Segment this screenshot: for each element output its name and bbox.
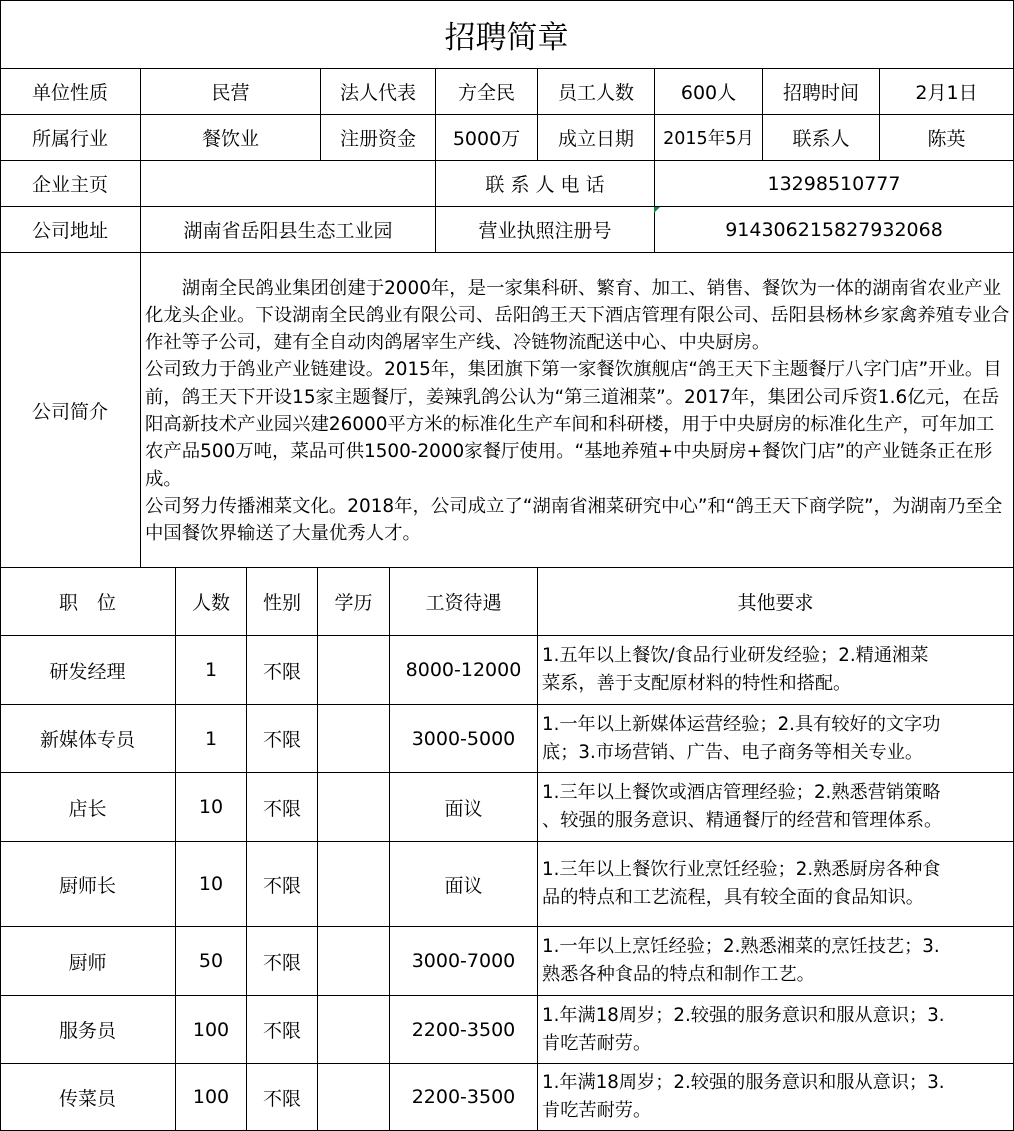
job-gender: 不限 (247, 636, 318, 705)
job-gender: 不限 (247, 927, 318, 996)
job-gender: 不限 (247, 705, 318, 773)
job-education (318, 773, 390, 842)
label-legal-rep: 法人代表 (321, 69, 436, 115)
value-recruit-time: 2月1日 (880, 69, 1014, 115)
label-recruit-time: 招聘时间 (763, 69, 880, 115)
req-line: 、较强的服务意识、精通餐厅的经营和管理体系。 (542, 810, 943, 831)
label-industry: 所属行业 (0, 115, 141, 161)
job-count: 100 (176, 1064, 247, 1131)
req-line: 肯吃苦耐劳。 (542, 1032, 652, 1054)
job-salary: 8000-12000 (390, 636, 538, 705)
header-count: 人数 (176, 568, 247, 636)
value-founded: 2015年5月 (655, 115, 763, 161)
value-capital: 5000万 (436, 115, 538, 161)
header-gender: 性别 (247, 568, 318, 636)
job-salary: 面议 (390, 842, 538, 927)
page-title: 招聘简章 (0, 0, 1014, 69)
req-line: 熟悉各种食品的特点和制作工艺。 (542, 964, 815, 985)
label-founded: 成立日期 (538, 115, 655, 161)
value-industry: 餐饮业 (141, 115, 321, 161)
req-line: 1.三年以上餐饮或酒店管理经验；2.熟悉营销策略 (542, 782, 941, 803)
header-position: 职 位 (0, 568, 176, 636)
job-position: 研发经理 (0, 636, 176, 705)
intro-paragraph: 公司致力于鸽业产业链建设。2015年，集团旗下第一家餐饮旗舰店“鸽王天下主题餐厅八字门店”开业。目前，鸽王天下开设15家主题餐厅，姜辣乳鸽公认为“第三道湘菜”。2017年，集团公司斥资1.6亿元，在岳阳高新技术产业园兴建26000平方米的标准化生产车间和科研楼，用于中央厨房的标准化生产，可年加工农产品500万吨，菜品可供1500-2000家餐厅使用。“基地养殖+中央厨房+餐饮门店”的产业链条正在形成。 (145, 359, 1002, 490)
job-gender: 不限 (247, 842, 318, 927)
req-line: 1.年满18周岁；2.较强的服务意识和服从意识；3. (542, 1072, 945, 1093)
job-gender: 不限 (247, 773, 318, 842)
value-nature: 民营 (141, 69, 321, 115)
header-education: 学历 (318, 568, 390, 636)
job-education (318, 842, 390, 927)
header-requirements: 其他要求 (538, 568, 1014, 636)
job-salary: 3000-7000 (390, 927, 538, 996)
job-count: 1 (176, 636, 247, 705)
req-line: 1.五年以上餐饮/食品行业研发经验；2.精通湘菜 (542, 645, 929, 666)
req-line: 菜系，善于支配原材料的特性和搭配。 (542, 673, 852, 694)
job-count: 10 (176, 773, 247, 842)
job-salary: 2200-3500 (390, 996, 538, 1064)
job-education (318, 1064, 390, 1131)
intro-paragraph: 公司努力传播湘菜文化。2018年，公司成立了“湖南省湘菜研究中心”和“鸽王天下商学院”，为湖南乃至全中国餐饮界输送了大量优秀人才。 (145, 495, 1003, 545)
req-line: 1.年满18周岁；2.较强的服务意识和服从意识；3. (542, 1004, 945, 1026)
job-education (318, 705, 390, 773)
value-contact: 陈英 (880, 115, 1014, 161)
job-count: 50 (176, 927, 247, 996)
job-requirements (538, 1064, 1014, 1131)
value-address: 湖南省岳阳县生态工业园 (141, 207, 436, 253)
req-line: 肯吃苦耐劳。 (542, 1100, 652, 1121)
label-license: 营业执照注册号 (436, 207, 655, 253)
job-count: 1 (176, 705, 247, 773)
job-count: 100 (176, 996, 247, 1064)
req-line: 1.三年以上餐饮行业烹饪经验；2.熟悉厨房各种食 (542, 859, 941, 880)
job-gender: 不限 (247, 1064, 318, 1131)
job-position: 新媒体专员 (0, 705, 176, 773)
job-position: 厨师 (0, 927, 176, 996)
job-requirements (538, 996, 1014, 1064)
label-nature: 单位性质 (0, 69, 141, 115)
value-employees: 600人 (655, 69, 763, 115)
label-intro: 公司简介 (0, 253, 141, 568)
value-phone: 13298510777 (655, 161, 1014, 207)
job-requirements (538, 705, 1014, 773)
req-line: 品的特点和工艺流程，具有较全面的食品知识。 (542, 887, 924, 908)
job-education (318, 996, 390, 1064)
job-count: 10 (176, 842, 247, 927)
label-contact: 联系人 (763, 115, 880, 161)
job-gender: 不限 (247, 996, 318, 1064)
value-license: 914306215827932068 (655, 207, 1014, 253)
label-phone: 联 系 人 电 话 (436, 161, 655, 207)
job-requirements (538, 842, 1014, 927)
job-salary: 2200-3500 (390, 1064, 538, 1131)
label-capital: 注册资金 (321, 115, 436, 161)
header-salary: 工资待遇 (390, 568, 538, 636)
job-requirements (538, 636, 1014, 705)
req-line: 1.一年以上新媒体运营经验；2.具有较好的文字功 (542, 713, 941, 735)
label-homepage: 企业主页 (0, 161, 141, 207)
job-salary: 3000-5000 (390, 705, 538, 773)
label-employees: 员工人数 (538, 69, 655, 115)
job-position: 服务员 (0, 996, 176, 1064)
job-position: 店长 (0, 773, 176, 842)
cell-comment-marker (654, 207, 660, 213)
value-legal-rep: 方全民 (436, 69, 538, 115)
intro-paragraph: 湖南全民鸽业集团创建于2000年，是一家集科研、繁育、加工、销售、餐饮为一体的湖南省农业产业化龙头企业。下设湖南全民鸽业有限公司、岳阳鸽王天下酒店管理有限公司、岳阳县杨林乡家禽养殖专业合作社等子公司，建有全自动肉鸽屠宰生产线、冷链物流配送中心、中央厨房。 (145, 277, 1010, 354)
job-position: 厨师长 (0, 842, 176, 927)
job-requirements (538, 927, 1014, 996)
req-line: 底；3.市场营销、广告、电子商务等相关专业。 (542, 741, 924, 763)
value-homepage (141, 161, 436, 207)
label-address: 公司地址 (0, 207, 141, 253)
job-position: 传菜员 (0, 1064, 176, 1131)
job-requirements (538, 773, 1014, 842)
job-salary: 面议 (390, 773, 538, 842)
job-education (318, 636, 390, 705)
company-intro (141, 253, 1014, 568)
req-line: 1.一年以上烹饪经验；2.熟悉湘菜的烹饪技艺；3. (542, 936, 940, 957)
job-education (318, 927, 390, 996)
